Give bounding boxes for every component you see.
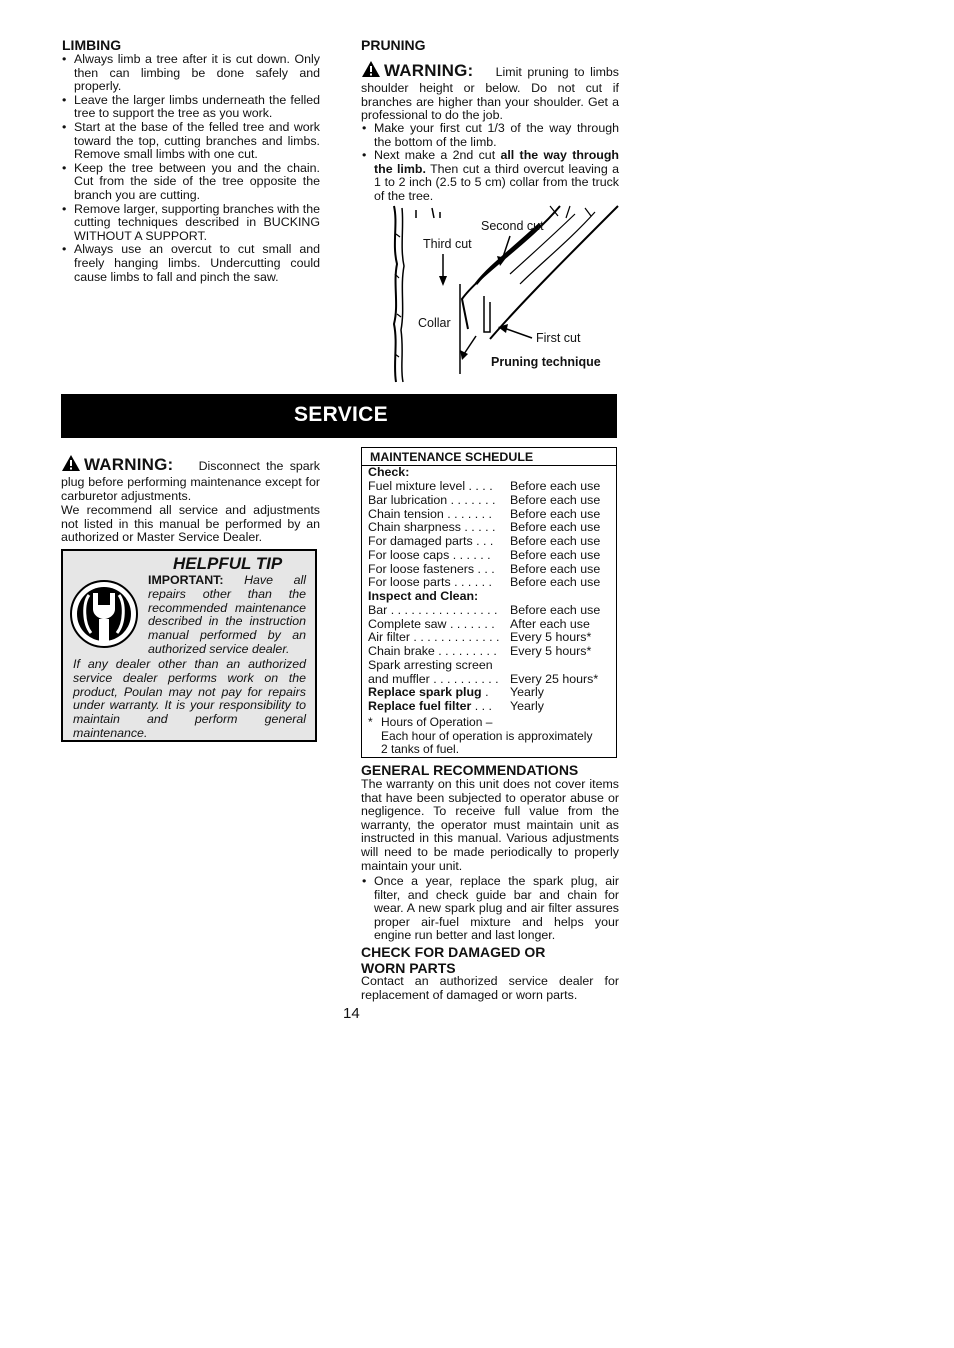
footnote-star: *	[368, 715, 373, 729]
warning-label: WARNING:	[384, 61, 474, 80]
check-label: Check:	[368, 465, 410, 479]
row-when: Before each use	[510, 603, 601, 617]
service-warning	[61, 454, 320, 503]
service-section-banner	[61, 394, 617, 438]
third-cut-label: Third cut	[423, 237, 472, 251]
row-item: Air filter . . . . . . . . . . . . .	[368, 630, 500, 644]
limbing-heading: LIMBING	[62, 37, 122, 53]
row-item: Fuel mixture level . . . .	[368, 479, 493, 493]
row-item: For loose fasteners . . .	[368, 562, 495, 576]
pruning-heading: PRUNING	[361, 37, 426, 53]
row-item: For loose parts . . . . . .	[368, 575, 492, 589]
warning-label: WARNING:	[84, 455, 174, 474]
footnote-line: Each hour of operation is approximately	[381, 729, 593, 743]
warning-text: Limit pruning to limbs shoulder height or below. Do not cut if branches are higher than your shoulder. Get a professional to do the job.	[361, 65, 619, 123]
helpful-tip-box	[61, 549, 317, 742]
service-title: SERVICE	[294, 403, 388, 426]
general-recommendations-text: The warranty on this unit does not cover items that have been subjected to operator abuse or negligence. To receive full value from the warranty, the operator must maintain unit as instructed in this manual. Various adjustments will need to be made periodically to properly maintain your unit.	[361, 777, 619, 873]
warning-text: Disconnect the spark plug before performing maintenance except for carburetor adjustments.	[61, 459, 320, 503]
important-text: Have all repairs other than the recommended maintenance described in the instruction manual performed by an authorized service dealer.	[148, 573, 306, 656]
pruning-warning	[361, 60, 619, 123]
row-when: Before each use	[510, 479, 601, 493]
heading-line: WORN PARTS	[361, 960, 456, 976]
first-cut-label: First cut	[536, 331, 581, 345]
important-label: IMPORTANT:	[148, 573, 224, 587]
row-when: Before each use	[510, 575, 601, 589]
list-item: • Leave the larger limbs underneath the felled tree to support the tree as you work.	[61, 94, 320, 121]
row-when: Every 5 hours*	[510, 630, 592, 644]
maintenance-schedule-table	[361, 447, 617, 758]
dealer-note: If any dealer other than an authorized service dealer performs work on the product, Poulan may not pay for repairs under warranty. It is your responsibility to maintain and perform general maintenance.	[73, 657, 306, 740]
list-item	[361, 149, 619, 203]
heading-line: CHECK FOR DAMAGED OR	[361, 944, 546, 960]
second-cut-label: Second cut	[481, 219, 544, 233]
important-note	[148, 574, 306, 657]
damaged-parts-heading	[361, 944, 545, 976]
row-item: Bar . . . . . . . . . . . . . . . .	[368, 603, 498, 617]
row-when: Every 25 hours*	[510, 672, 599, 686]
row-item: Bar lubrication . . . . . . .	[368, 493, 496, 507]
diagram-caption: Pruning technique	[491, 355, 601, 369]
inspect-label: Inspect and Clean:	[368, 589, 479, 603]
service-recommendation: We recommend all service and adjustments not listed in this manual be performed by an authorized or Master Service Dealer.	[61, 503, 320, 545]
row-item: Chain sharpness . . . . .	[368, 520, 496, 534]
row-dots: . . .	[471, 699, 492, 713]
row-when: Before each use	[510, 520, 601, 534]
item-text: Then cut a third overcut leaving a 1 to 2 inch (2.5 to 5 cm) collar from the truck of the tree.	[374, 161, 619, 203]
list-item: • Remove larger, supporting branches with the cutting techniques described in BUCKING WITHOUT A SUPPORT.	[61, 203, 320, 244]
item-text-bold: all the way through the limb.	[374, 148, 619, 176]
warning-triangle-icon	[361, 60, 381, 82]
row-item: Replace fuel filter	[368, 699, 472, 713]
row-item: Chain tension . . . . . . .	[368, 507, 492, 521]
row-item: and muffler . . . . . . . . . .	[368, 672, 499, 686]
list-item: • Always use an overcut to cut small and freely hanging limbs. Undercutting could cause limbs to fall and pinch the saw.	[61, 243, 320, 284]
spark-screen-line: Spark arresting screen	[368, 658, 493, 672]
row-item: For damaged parts . . .	[368, 534, 494, 548]
pruning-list	[361, 122, 619, 204]
list-item: • Always limb a tree after it is cut down. Only then can limbing be done safely and properly.	[61, 53, 320, 94]
row-when: Before each use	[510, 548, 601, 562]
row-dots: .	[481, 685, 489, 699]
list-item: • Start at the base of the felled tree and work toward the top, cutting branches and limbs. Remove small limbs with one cut.	[61, 121, 320, 162]
maintenance-schedule-title: MAINTENANCE SCHEDULE	[370, 450, 534, 464]
row-when: After each use	[510, 617, 590, 631]
wrench-icon	[69, 579, 139, 649]
row-when: Yearly	[510, 685, 544, 699]
footnote-line: 2 tanks of fuel.	[381, 742, 460, 756]
list-item: • Make your first cut 1/3 of the way through the bottom of the limb.	[361, 122, 619, 149]
row-item: Complete saw . . . . . . .	[368, 617, 495, 631]
row-item: For loose caps . . . . . .	[368, 548, 491, 562]
damaged-parts-text: Contact an authorized service dealer for replacement of damaged or worn parts.	[361, 974, 619, 1002]
row-when: Yearly	[510, 699, 544, 713]
row-item: Replace spark plug	[368, 685, 482, 699]
pruning-diagram	[380, 204, 620, 384]
page-number: 14	[343, 1005, 360, 1022]
general-list	[361, 875, 619, 943]
list-item: • Keep the tree between you and the chain. Cut from the side of the tree opposite the branch you are cutting.	[61, 162, 320, 203]
helpful-tip-title: HELPFUL TIP	[173, 554, 283, 573]
row-when: Before each use	[510, 493, 601, 507]
row-when: Every 5 hours*	[510, 644, 592, 658]
limbing-list	[61, 53, 320, 284]
row-when: Before each use	[510, 507, 601, 521]
maintenance-schedule-header	[362, 448, 616, 466]
row-when: Before each use	[510, 562, 601, 576]
collar-label: Collar	[418, 316, 451, 330]
footnote-line: Hours of Operation –	[381, 715, 493, 729]
warning-triangle-icon	[61, 454, 81, 476]
list-item: • Once a year, replace the spark plug, air filter, and check guide bar and chain for wear. A new spark plug and air filter assures proper air-fuel mixture and helps your engine run better and last longer.	[361, 875, 619, 943]
row-item: Chain brake . . . . . . . . .	[368, 644, 497, 658]
footnote	[368, 715, 493, 730]
item-text: Next make a 2nd cut	[374, 148, 501, 163]
general-recommendations-heading: GENERAL RECOMMENDATIONS	[361, 762, 579, 778]
row-when: Before each use	[510, 534, 601, 548]
